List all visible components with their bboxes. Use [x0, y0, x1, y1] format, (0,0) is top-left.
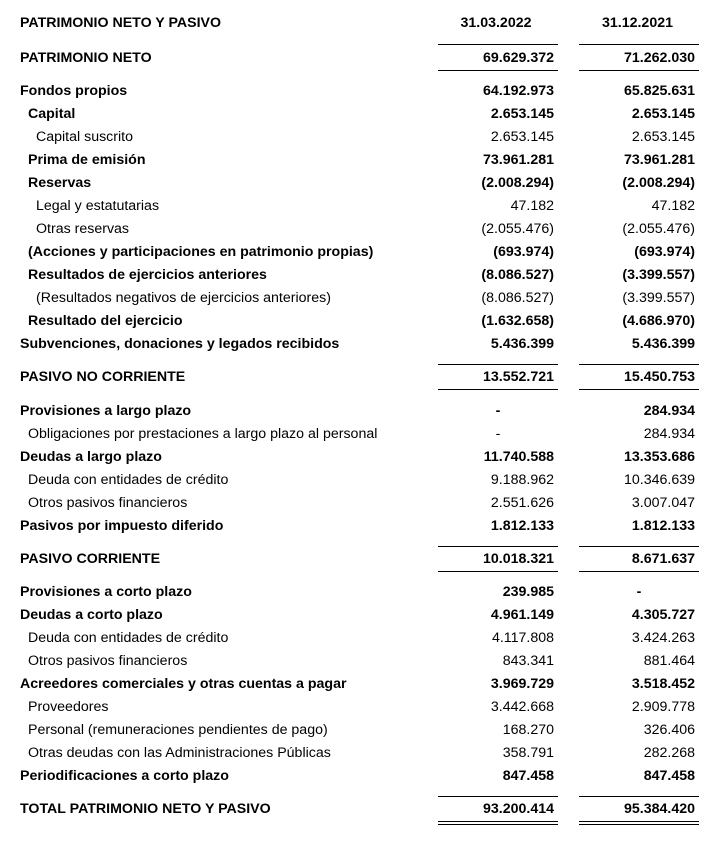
table-row: [0, 719, 725, 742]
row-label: Acreedores comerciales y otras cuentas a pagar: [20, 676, 347, 692]
rule: [579, 796, 699, 797]
row-value-2021: 95.384.420: [623, 801, 695, 817]
row-label: Provisiones a largo plazo: [20, 403, 192, 419]
table-row: [0, 264, 725, 287]
row-value-2022: (2.055.476): [481, 221, 554, 237]
table-row: [0, 287, 725, 310]
table-row: [0, 469, 725, 492]
table-row: [0, 627, 725, 650]
row-value-2021: 284.934: [643, 403, 695, 419]
table-row: [0, 366, 725, 389]
row-value-2022: 2.653.145: [490, 106, 554, 122]
row-label: Reservas: [28, 175, 92, 191]
row-value-2022: (8.086.527): [481, 267, 554, 283]
row-value-2022: (2.008.294): [481, 175, 554, 191]
row-value-2022: -: [495, 403, 501, 419]
row-value-2022: 73.961.281: [482, 152, 554, 168]
row-value-2021: 881.464: [643, 653, 695, 669]
row-label: Obligaciones por prestaciones a largo plazo al personal: [28, 426, 378, 442]
row-label: Deudas a largo plazo: [20, 449, 162, 465]
table-row: [0, 742, 725, 765]
row-label: Provisiones a corto plazo: [20, 584, 192, 600]
table-row: [0, 149, 725, 172]
row-value-2022: (8.086.527): [481, 290, 554, 306]
table-row: [0, 333, 725, 356]
row-label: Resultados de ejercicios anteriores: [28, 267, 267, 283]
row-value-2021: 13.353.686: [623, 449, 695, 465]
row-label: Capital: [28, 106, 76, 122]
row-value-2021: 326.406: [643, 722, 695, 738]
row-value-2022: 11.740.588: [483, 449, 554, 465]
table-row: [0, 604, 725, 627]
row-label: Subvenciones, donaciones y legados recibidos: [20, 336, 340, 352]
row-value-2022: 239.985: [502, 584, 554, 600]
table-row: [0, 103, 725, 126]
row-value-2022: 358.791: [502, 745, 554, 761]
row-value-2022: 843.341: [502, 653, 554, 669]
rule: [579, 821, 699, 822]
row-value-2022: 93.200.414: [482, 801, 554, 817]
row-label: Capital suscrito: [36, 129, 133, 145]
table-row: [0, 80, 725, 103]
table-row: [0, 548, 725, 571]
row-value-2022: -: [495, 426, 501, 442]
row-value-2021: 847.458: [643, 768, 695, 784]
row-value-2021: (693.974): [634, 244, 695, 260]
row-value-2022: 3.442.668: [490, 699, 554, 715]
row-label: (Acciones y participaciones en patrimonio propias): [28, 244, 374, 260]
row-label: TOTAL PATRIMONIO NETO Y PASIVO: [20, 801, 271, 817]
row-value-2021: 71.262.030: [623, 50, 695, 66]
row-value-2022: (693.974): [493, 244, 554, 260]
table-row: [0, 446, 725, 469]
table-row: [0, 172, 725, 195]
table-row: [0, 310, 725, 333]
table-row: [0, 696, 725, 719]
rule: [438, 364, 558, 365]
rule: [579, 44, 699, 45]
rule: [438, 824, 558, 825]
row-value-2021: (4.686.970): [622, 313, 695, 329]
row-label: Deudas a corto plazo: [20, 607, 163, 623]
row-value-2022: 47.182: [510, 198, 554, 214]
header-col-2021: 31.12.2021: [601, 15, 673, 31]
row-value-2021: 4.305.727: [631, 607, 695, 623]
row-value-2021: 3.518.452: [631, 676, 695, 692]
rule: [579, 571, 699, 572]
rule: [438, 389, 558, 390]
row-value-2021: (2.008.294): [622, 175, 695, 191]
row-value-2022: 4.961.149: [490, 607, 554, 623]
row-label: Otras deudas con las Administraciones Públicas: [28, 745, 331, 761]
table-row: [0, 673, 725, 696]
row-value-2021: (3.399.557): [622, 290, 695, 306]
row-value-2021: 284.934: [643, 426, 695, 442]
row-value-2022: 13.552.721: [482, 369, 554, 385]
header-title: PATRIMONIO NETO Y PASIVO: [20, 15, 222, 31]
table-row: [0, 515, 725, 538]
row-label: Otros pasivos financieros: [28, 495, 188, 511]
rule: [438, 44, 558, 45]
row-label: Otras reservas: [36, 221, 130, 237]
row-label: PASIVO NO CORRIENTE: [20, 369, 186, 385]
rule: [579, 546, 699, 547]
table-row: [0, 423, 725, 446]
row-value-2022: 1.812.133: [490, 518, 554, 534]
row-value-2022: 168.270: [502, 722, 554, 738]
row-value-2021: 2.653.145: [631, 129, 695, 145]
row-value-2021: (2.055.476): [622, 221, 695, 237]
row-label: PASIVO CORRIENTE: [20, 551, 161, 567]
row-value-2022: 5.436.399: [490, 336, 554, 352]
rule: [438, 821, 558, 822]
row-label: Personal (remuneraciones pendientes de pago): [28, 722, 328, 738]
row-value-2021: 47.182: [651, 198, 695, 214]
row-value-2022: 847.458: [502, 768, 554, 784]
row-label: Prima de emisión: [28, 152, 146, 168]
row-label: Resultado del ejercicio: [28, 313, 183, 329]
rule: [438, 796, 558, 797]
table-row: [0, 241, 725, 264]
row-value-2021: 15.450.753: [623, 369, 695, 385]
header-col-2022: 31.03.2022: [460, 15, 532, 31]
table-header: [0, 12, 725, 35]
row-value-2022: 64.192.973: [482, 83, 554, 99]
row-label: (Resultados negativos de ejercicios anteriores): [36, 290, 331, 306]
row-value-2021: 2.653.145: [631, 106, 695, 122]
table-row: [0, 195, 725, 218]
row-label: Periodificaciones a corto plazo: [20, 768, 229, 784]
row-label: Proveedores: [28, 699, 109, 715]
table-row: [0, 650, 725, 673]
row-value-2021: 282.268: [643, 745, 695, 761]
row-label: Pasivos por impuesto diferido: [20, 518, 224, 534]
table-row: [0, 581, 725, 604]
row-value-2021: 1.812.133: [631, 518, 695, 534]
row-value-2021: 3.007.047: [631, 495, 695, 511]
row-value-2021: 2.909.778: [631, 699, 695, 715]
row-value-2022: (1.632.658): [481, 313, 554, 329]
table-row: [0, 47, 725, 70]
row-value-2022: 9.188.962: [490, 472, 554, 488]
rule: [438, 571, 558, 572]
row-value-2022: 69.629.372: [482, 50, 554, 66]
rule: [579, 389, 699, 390]
row-value-2022: 10.018.321: [482, 551, 554, 567]
row-value-2021: (3.399.557): [622, 267, 695, 283]
row-value-2021: -: [636, 584, 642, 600]
rule: [438, 546, 558, 547]
rule: [579, 70, 699, 71]
table-row: [0, 218, 725, 241]
table-row: [0, 400, 725, 423]
row-value-2021: 65.825.631: [623, 83, 695, 99]
row-label: Deuda con entidades de crédito: [28, 630, 229, 646]
row-value-2021: 10.346.639: [623, 472, 695, 488]
row-label: Deuda con entidades de crédito: [28, 472, 229, 488]
row-value-2022: 2.653.145: [490, 129, 554, 145]
rule: [579, 824, 699, 825]
row-label: Otros pasivos financieros: [28, 653, 188, 669]
row-label: Legal y estatutarias: [36, 198, 160, 214]
row-value-2022: 3.969.729: [490, 676, 554, 692]
row-value-2021: 5.436.399: [631, 336, 695, 352]
row-label: PATRIMONIO NETO: [20, 50, 152, 66]
rule: [579, 364, 699, 365]
table-row: [0, 492, 725, 515]
row-label: Fondos propios: [20, 83, 128, 99]
table-row: [0, 126, 725, 149]
rule: [438, 70, 558, 71]
row-value-2021: 8.671.637: [631, 551, 695, 567]
row-value-2021: 73.961.281: [623, 152, 695, 168]
table-row: [0, 798, 725, 821]
row-value-2021: 3.424.263: [631, 630, 695, 646]
row-value-2022: 4.117.808: [491, 630, 554, 646]
row-value-2022: 2.551.626: [490, 495, 554, 511]
table-row: [0, 765, 725, 788]
